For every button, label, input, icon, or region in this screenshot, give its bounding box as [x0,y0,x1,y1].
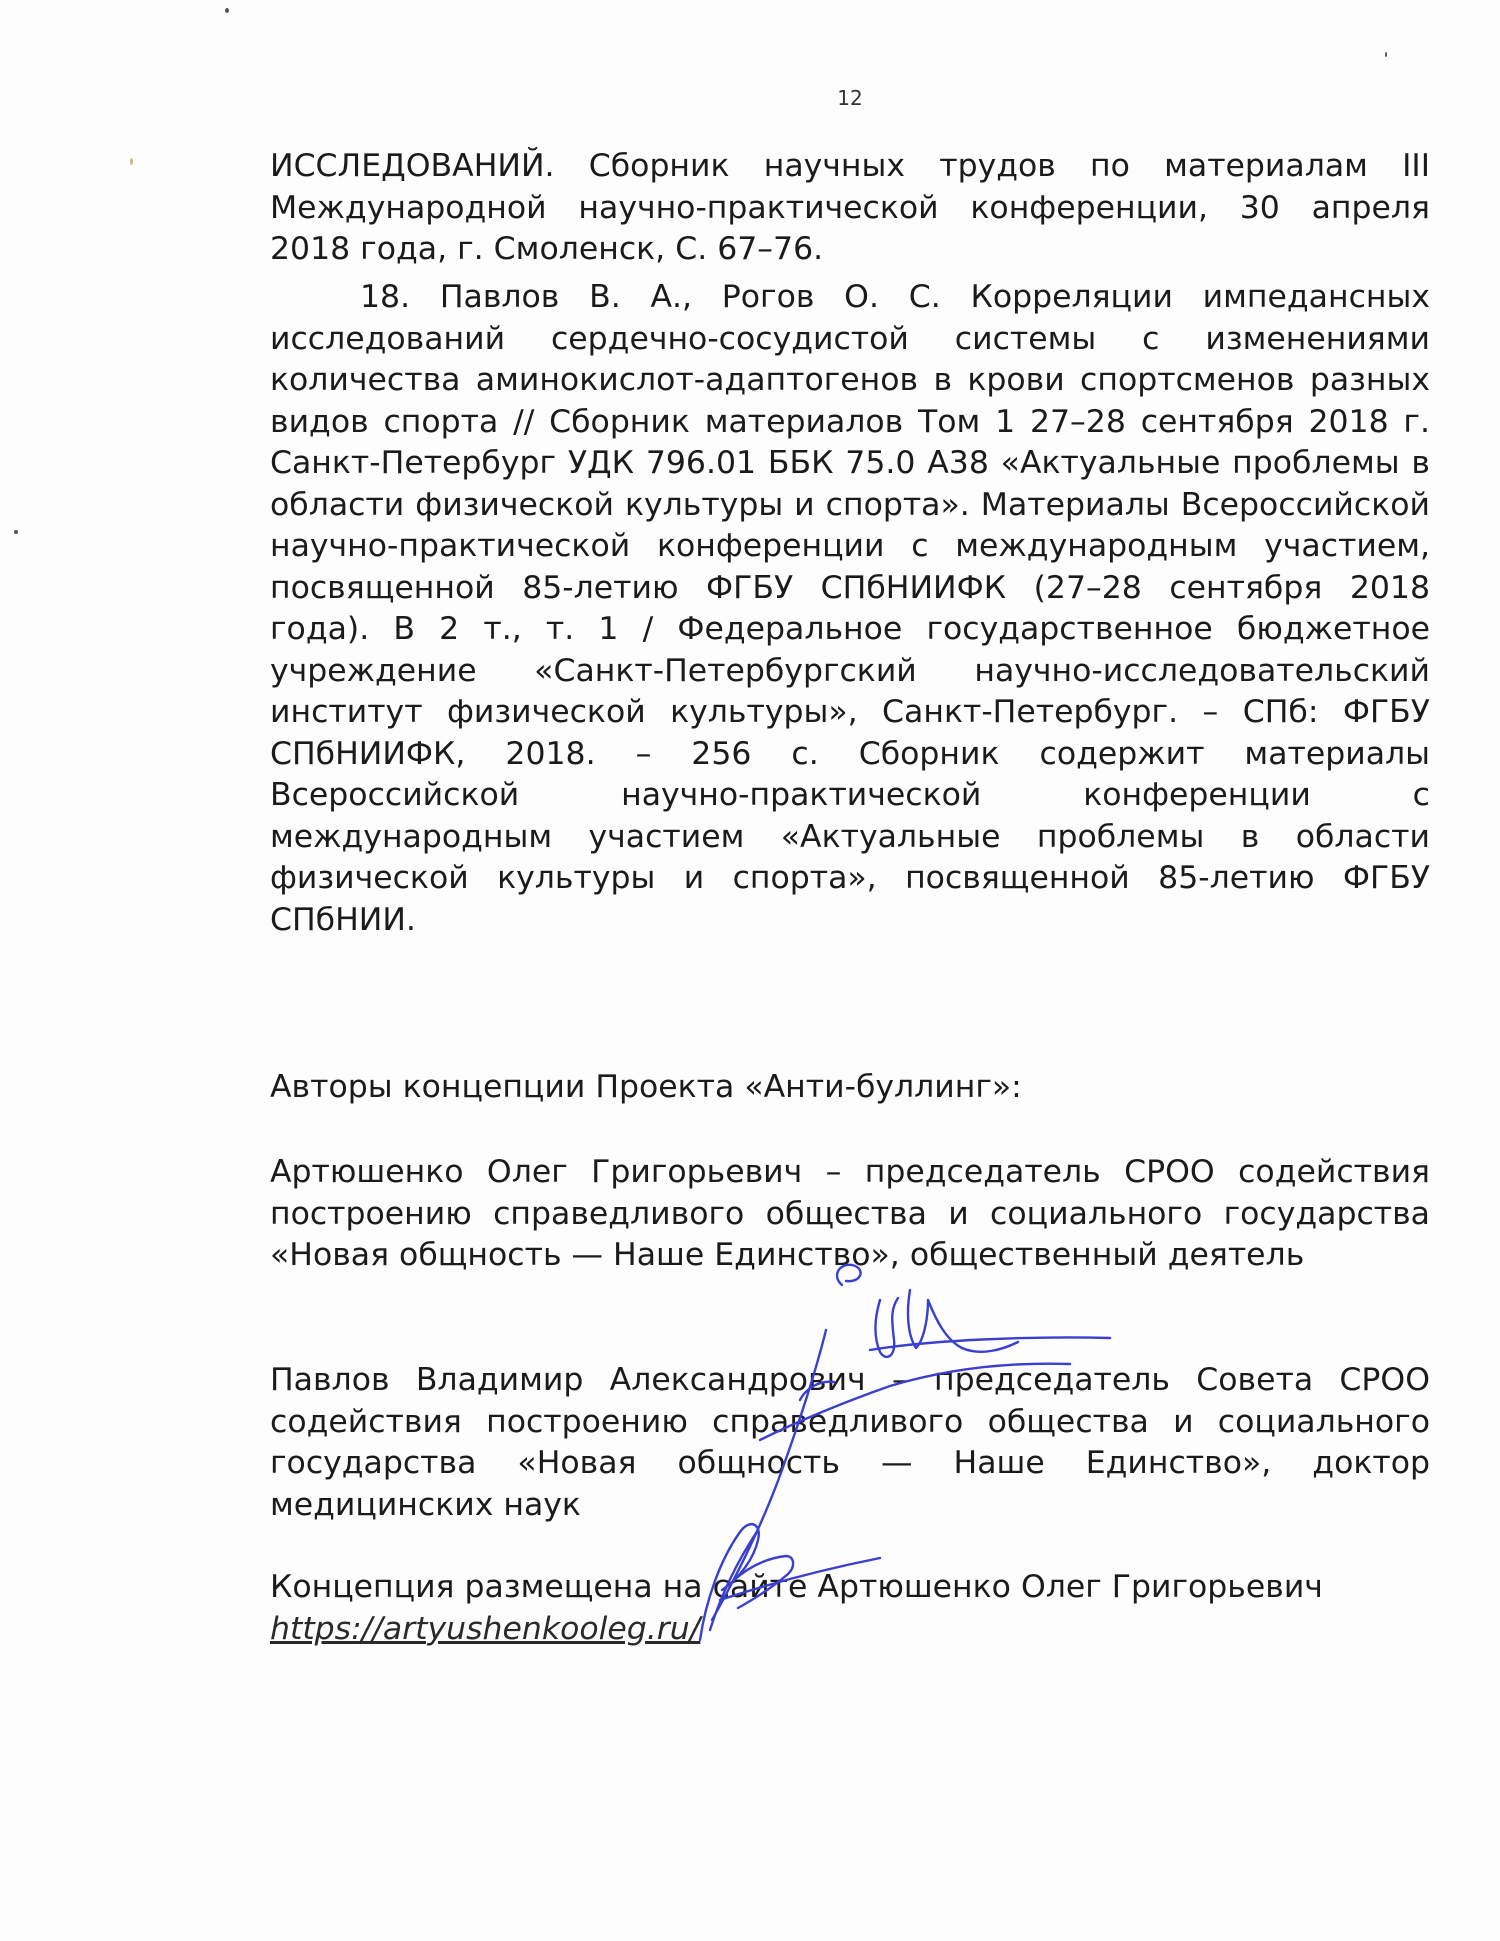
scan-speck [14,530,18,534]
authors-heading: Авторы концепции Проекта «Анти-буллинг»: [270,1069,1022,1105]
reference-continuation: ИССЛЕДОВАНИЙ. Сборник научных трудов по материалам III Международной научно-практической конференции, 30 апреля 2018 года, г. Смоленск, С. 67–76. [270,148,1430,267]
scan-speck [130,158,133,165]
author-pavlov: Павлов Владимир Александрович – председатель Совета СРОО содействия построению справедливого общества и социального государства «Новая общность — Наше Единство», доктор медицинских наук [270,1362,1430,1523]
concept-link[interactable]: https://artyushenkooleg.ru/ [270,1610,701,1647]
concept-note [270,1567,1430,1650]
page-number: 12 [837,86,863,110]
author-artyushenko: Артюшенко Олег Григорьевич – председатель СРОО содействия построению справедливого общества и социального государства «Новая общность — Наше Единство», общественный деятель [270,1154,1430,1273]
concept-text: Концепция размещена на сайте Артюшенко Олег Григорьевич [270,1569,1323,1605]
scan-speck [1385,52,1387,57]
reference-18: 18. Павлов В. А., Рогов О. С. Корреляции импедансных исследований сердечно-сосудистой системы с изменениями количества аминокислот-адаптогенов в крови спортсменов разных видов спорта // Сборник материалов Том 1 27–28 сентября 2018 г. Санкт-Петербург УДК 796.01 ББК 75.0 А38 «Актуальные проблемы в области физической культуры и спорта». Материалы Всероссийской научно-практической конференции с международным участием, посвященной 85-летию ФГБУ СПбНИИФК (27–28 сентября 2018 года). В 2 т., т. 1 / Федеральное государственное бюджетное учреждение «Санкт-Петербургский научно-исследовательский институт физической культуры», Санкт-Петербург. – СПб: ФГБУ СПбНИИФК, 2018. – 256 с. Сборник содержит материалы Всероссийской научно-практической конференции с международным участием «Актуальные проблемы в области физической культуры и спорта», посвященной 85-летию ФГБУ СПбНИИ. [270,279,1430,938]
scan-speck [225,8,229,13]
